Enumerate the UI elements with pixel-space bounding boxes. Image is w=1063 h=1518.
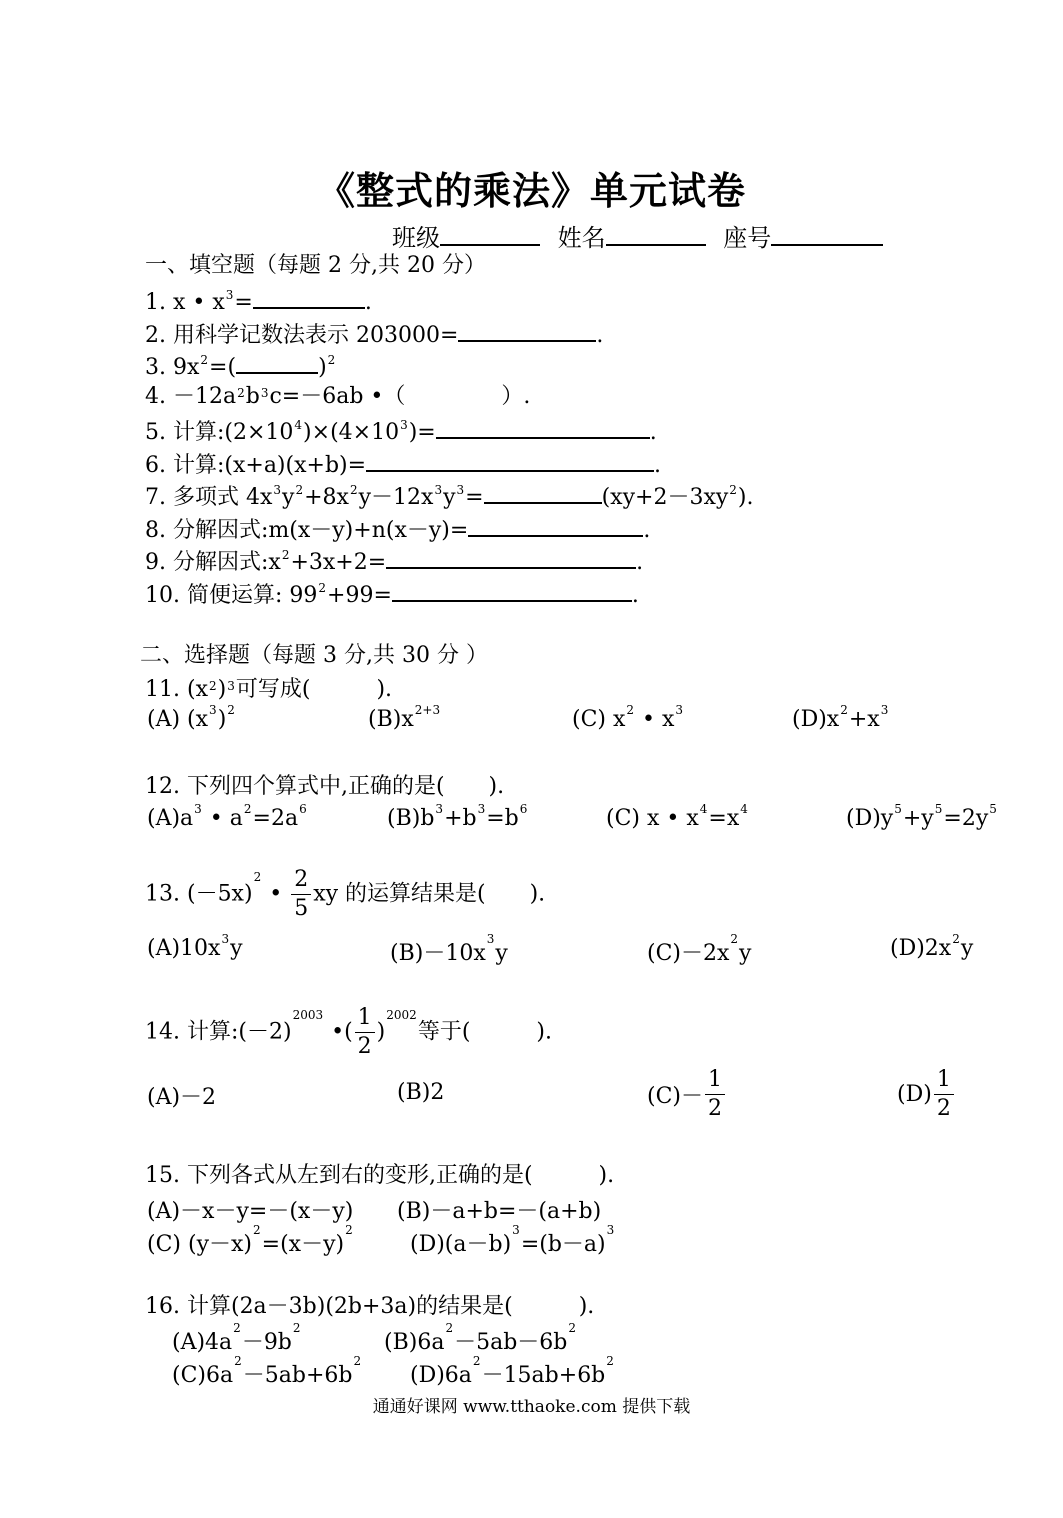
q11-option-b[interactable] <box>368 703 441 732</box>
q13-option-b[interactable] <box>390 932 508 967</box>
q4-exp-b: 3 <box>260 386 269 400</box>
math-fragment: 6 <box>299 802 307 816</box>
math-fragment: =x <box>708 806 740 831</box>
q6-text: 6. 计算:(x+a)(x+b)= <box>145 453 367 478</box>
footer-credit: 通通好课网 www.tthaoke.com 提供下载 <box>372 1397 691 1417</box>
math-fragment: (C) x • x <box>606 806 699 831</box>
q9-answer-blank[interactable] <box>386 545 636 569</box>
math-fragment: 3 <box>194 802 202 816</box>
q11-t2: ) <box>217 677 227 702</box>
math-fragment: (D)2x <box>890 936 952 961</box>
q11-e2: 3 <box>227 679 235 693</box>
q13-option-d[interactable] <box>890 932 974 961</box>
math-fragment: 3 <box>512 1223 520 1237</box>
question-10 <box>145 578 639 610</box>
q10-answer-blank[interactable] <box>392 578 632 602</box>
math-fragment: (B)－10x <box>390 941 486 966</box>
q12-option-c[interactable] <box>606 802 749 831</box>
q7-e4: 3 <box>434 483 443 497</box>
q2-text: 2. 用科学记数法表示 203000= <box>145 323 459 348</box>
math-fragment: y <box>739 941 752 966</box>
math-fragment: 2 <box>353 1354 362 1368</box>
seat-blank[interactable] <box>771 222 883 246</box>
question-13 <box>145 866 545 923</box>
name-label: 姓名 <box>557 224 606 252</box>
q15-option-a[interactable]: (A)－x－y=－(x－y) <box>147 1199 354 1224</box>
q7-answer-blank[interactable] <box>484 480 602 504</box>
q5-text: 5. 计算:(2×10 <box>145 420 294 445</box>
math-fragment: 2 <box>730 932 739 946</box>
math-fragment: +b <box>444 806 477 831</box>
q15-option-d[interactable] <box>410 1223 615 1258</box>
math-fragment: y <box>230 936 243 961</box>
question-6 <box>145 448 661 480</box>
math-fragment: (B)6a <box>384 1330 445 1355</box>
math-fragment: 2 <box>445 1321 454 1335</box>
math-fragment: 3 <box>477 802 486 816</box>
math-fragment: 5 <box>989 802 997 816</box>
q16-option-c[interactable] <box>172 1354 362 1389</box>
math-fragment: =(x－y) <box>261 1232 345 1257</box>
q3-answer-blank[interactable] <box>236 350 318 374</box>
q13-t2: xy 的运算结果是( ). <box>313 881 546 907</box>
math-fragment: 4 <box>740 802 748 816</box>
q6-dot: . <box>654 453 662 478</box>
q12-option-a[interactable] <box>147 802 308 831</box>
q5-exp2: 3 <box>400 418 408 432</box>
question-2 <box>145 318 603 350</box>
q11-e1: 2 <box>208 679 217 693</box>
math-fragment: =b <box>486 806 519 831</box>
q14-t2: •( <box>324 1019 353 1045</box>
math-fragment: 2 <box>357 1034 372 1059</box>
q4-text: 4. －12a <box>145 384 237 409</box>
math-fragment: (D)(a－b) <box>410 1232 512 1257</box>
math-fragment: (C)6a <box>172 1363 234 1388</box>
student-info-row <box>392 218 883 253</box>
q7-text: 7. 多项式 4x <box>145 485 273 510</box>
math-fragment: (A) (x <box>147 707 209 732</box>
q11-t1: 11. (x <box>145 677 208 702</box>
math-fragment: (D)6a <box>410 1363 472 1388</box>
q10-text: 10. 简便运算: 99 <box>145 583 318 608</box>
math-fragment: 3 <box>486 932 495 946</box>
q9-text: 9. 分解因式:x <box>145 550 281 575</box>
math-fragment: －5ab+6b <box>242 1363 353 1388</box>
q14-e2: 2002 <box>386 1008 417 1022</box>
q13-option-c[interactable] <box>647 932 752 967</box>
q8-text: 8. 分解因式:m(x－y)+n(x－y)= <box>145 518 469 543</box>
question-9 <box>145 545 643 577</box>
q2-dot: . <box>596 323 604 348</box>
q7-e1: 3 <box>273 483 282 497</box>
math-fragment: 2 <box>952 932 960 946</box>
q14-option-b[interactable]: (B)2 <box>397 1080 445 1105</box>
q3-text: 3. 9x <box>145 355 200 380</box>
q13-dot: • <box>262 881 283 907</box>
q1-eq: = <box>234 290 253 315</box>
question-12: 12. 下列四个算式中,正确的是( ). <box>145 774 505 799</box>
q7-e5: 3 <box>456 483 465 497</box>
q1-exp: 3 <box>225 288 234 302</box>
math-fragment: +y <box>902 806 934 831</box>
math-fragment <box>934 1066 954 1123</box>
math-fragment: 3 <box>675 703 684 717</box>
math-fragment: y <box>495 941 508 966</box>
q16-option-b[interactable] <box>384 1321 577 1356</box>
q5-exp1: 4 <box>294 418 303 432</box>
math-fragment: 3 <box>880 703 889 717</box>
q10-exp: 2 <box>318 581 327 595</box>
math-fragment: (B)x <box>368 707 414 732</box>
q11-option-d[interactable] <box>792 703 889 732</box>
question-7 <box>145 480 754 512</box>
q10-rest: +99= <box>327 583 392 608</box>
math-fragment: (A)4a <box>172 1330 233 1355</box>
question-5 <box>145 415 657 447</box>
question-1 <box>145 285 372 317</box>
q11-option-a[interactable] <box>147 703 236 732</box>
q14-option-d[interactable] <box>897 1066 956 1123</box>
math-fragment: (C)－ <box>647 1084 703 1109</box>
math-fragment: =(b－a) <box>520 1232 606 1257</box>
q8-answer-blank[interactable] <box>468 513 643 537</box>
q13-option-a[interactable] <box>147 932 243 961</box>
math-fragment: 2 <box>708 1096 722 1121</box>
math-fragment: 3 <box>221 932 230 946</box>
q9-rest: +3x+2= <box>290 550 387 575</box>
math-fragment: 2 <box>472 1354 481 1368</box>
math-fragment: －9b <box>241 1330 292 1355</box>
question-16: 16. 计算(2a－3b)(2b+3a)的结果是( ). <box>145 1294 595 1319</box>
math-fragment: (A)10x <box>147 936 221 961</box>
math-fragment: =2y <box>943 806 989 831</box>
math-fragment: 4 <box>699 802 708 816</box>
q3-exp2: 2 <box>327 353 336 367</box>
q7-eq: = <box>465 485 484 510</box>
page-title: 《整式的乘法》单元试卷 <box>316 169 746 213</box>
q2-answer-blank[interactable] <box>458 318 596 342</box>
math-fragment: ) <box>217 707 227 732</box>
q14-option-c[interactable] <box>647 1066 727 1123</box>
math-fragment: －15ab+6b <box>481 1363 606 1388</box>
section1-heading: 一、填空题（每题 2 分,共 20 分） <box>145 253 486 278</box>
math-fragment: 2 <box>840 703 848 717</box>
q14-t3: ) <box>376 1019 386 1045</box>
math-fragment: (C)－2x <box>647 941 730 966</box>
q1-dot: . <box>364 290 372 315</box>
math-fragment: 2 <box>292 1321 301 1335</box>
math-fragment: 5 <box>894 802 902 816</box>
question-3 <box>145 350 336 382</box>
math-fragment: 2 <box>291 866 311 895</box>
q4-close: ）. <box>501 384 531 409</box>
math-fragment: 2+3 <box>414 703 441 717</box>
math-fragment: (C) (y－x) <box>147 1232 252 1257</box>
math-fragment: • a <box>202 806 243 831</box>
math-fragment: (B)b <box>387 806 435 831</box>
q14-t1: 14. 计算:(－2) <box>145 1019 292 1045</box>
math-fragment: 1 <box>355 1004 375 1033</box>
math-fragment: (A)a <box>147 806 194 831</box>
math-fragment: (D)y <box>846 806 894 831</box>
math-fragment: 1 <box>705 1066 725 1095</box>
q13-t1: 13. (－5x) <box>145 881 253 907</box>
q1-answer-blank[interactable] <box>253 285 365 309</box>
q14-fraction <box>355 1004 375 1061</box>
math-fragment: 2 <box>234 1354 242 1368</box>
q16-option-d[interactable] <box>410 1354 615 1389</box>
math-fragment: 5 <box>934 802 943 816</box>
q7-t6: (xy+2－3xy <box>601 485 729 510</box>
class-blank[interactable] <box>440 222 540 246</box>
q3-open: =( <box>209 355 237 380</box>
q14-e1: 2003 <box>292 1008 324 1022</box>
q10-dot: . <box>631 583 639 608</box>
math-fragment: • x <box>635 707 675 732</box>
math-fragment: (C) x <box>572 707 626 732</box>
math-fragment: 1 <box>934 1066 954 1095</box>
math-fragment: +x <box>848 707 880 732</box>
math-fragment: 2 <box>253 1223 261 1237</box>
question-11 <box>145 676 392 704</box>
q16-option-a[interactable] <box>172 1321 302 1356</box>
q1-text: 1. x • x <box>145 290 225 315</box>
math-fragment: 2 <box>227 703 235 717</box>
q7-t2: y <box>282 485 295 510</box>
q4-b: b <box>245 384 260 409</box>
math-fragment: 2 <box>626 703 635 717</box>
q9-dot: . <box>636 550 644 575</box>
q7-t3: +8x <box>304 485 349 510</box>
q14-option-a[interactable]: (A)－2 <box>147 1085 217 1110</box>
math-fragment <box>705 1066 725 1123</box>
math-fragment: (D)x <box>792 707 840 732</box>
q11-option-c[interactable] <box>572 703 684 732</box>
q3-close: ) <box>318 355 327 380</box>
q13-fraction <box>291 866 311 923</box>
math-fragment: 6 <box>519 802 528 816</box>
seat-label: 座号 <box>723 224 772 252</box>
q7-e2: 2 <box>295 483 304 497</box>
q15-option-b[interactable]: (B)－a+b=－(a+b) <box>397 1199 602 1224</box>
q8-dot: . <box>643 518 651 543</box>
class-label: 班级 <box>392 224 440 252</box>
q13-e1: 2 <box>253 870 262 884</box>
q14-t4: 等于( ). <box>417 1019 552 1045</box>
q6-answer-blank[interactable] <box>366 448 654 472</box>
q7-t5: y <box>443 485 456 510</box>
math-fragment: －5ab－6b <box>454 1330 568 1355</box>
math-fragment: 2 <box>568 1321 577 1335</box>
question-14 <box>145 1004 552 1061</box>
math-fragment: 3 <box>209 703 217 717</box>
name-blank[interactable] <box>606 222 706 246</box>
math-fragment: 2 <box>936 1096 951 1121</box>
question-4 <box>145 383 530 411</box>
math-fragment: =2a <box>252 806 299 831</box>
math-fragment: 2 <box>233 1321 241 1335</box>
math-fragment: 2 <box>243 802 252 816</box>
q12-option-b[interactable] <box>387 802 528 831</box>
q5-answer-blank[interactable] <box>436 415 650 439</box>
math-fragment: 2 <box>606 1354 614 1368</box>
question-8 <box>145 513 650 545</box>
q7-t4: y－12x <box>358 485 434 510</box>
q7-e6: 2 <box>729 483 737 497</box>
q7-end: ). <box>737 485 754 510</box>
q11-t3: 可写成( ). <box>235 677 393 702</box>
q5-dot: . <box>649 420 657 445</box>
math-fragment: 5 <box>294 896 309 921</box>
q3-exp: 2 <box>200 353 209 367</box>
math-fragment: 3 <box>606 1223 615 1237</box>
math-fragment: 3 <box>435 802 444 816</box>
question-15: 15. 下列各式从左到右的变形,正确的是( ). <box>145 1163 615 1188</box>
q9-exp: 2 <box>281 548 290 562</box>
q15-option-c[interactable] <box>147 1223 354 1258</box>
q5-mid: )×(4×10 <box>303 420 400 445</box>
math-fragment: 2 <box>345 1223 353 1237</box>
q5-eq: )= <box>408 420 436 445</box>
math-fragment: y <box>960 936 974 961</box>
q4-exp-a: 2 <box>237 386 245 400</box>
q4-rest: c=－6ab •（ <box>269 384 406 409</box>
q7-e3: 2 <box>349 483 358 497</box>
math-fragment: (D) <box>897 1082 932 1107</box>
q12-option-d[interactable] <box>846 802 998 831</box>
section2-heading: 二、选择题（每题 3 分,共 30 分 ） <box>140 643 488 668</box>
